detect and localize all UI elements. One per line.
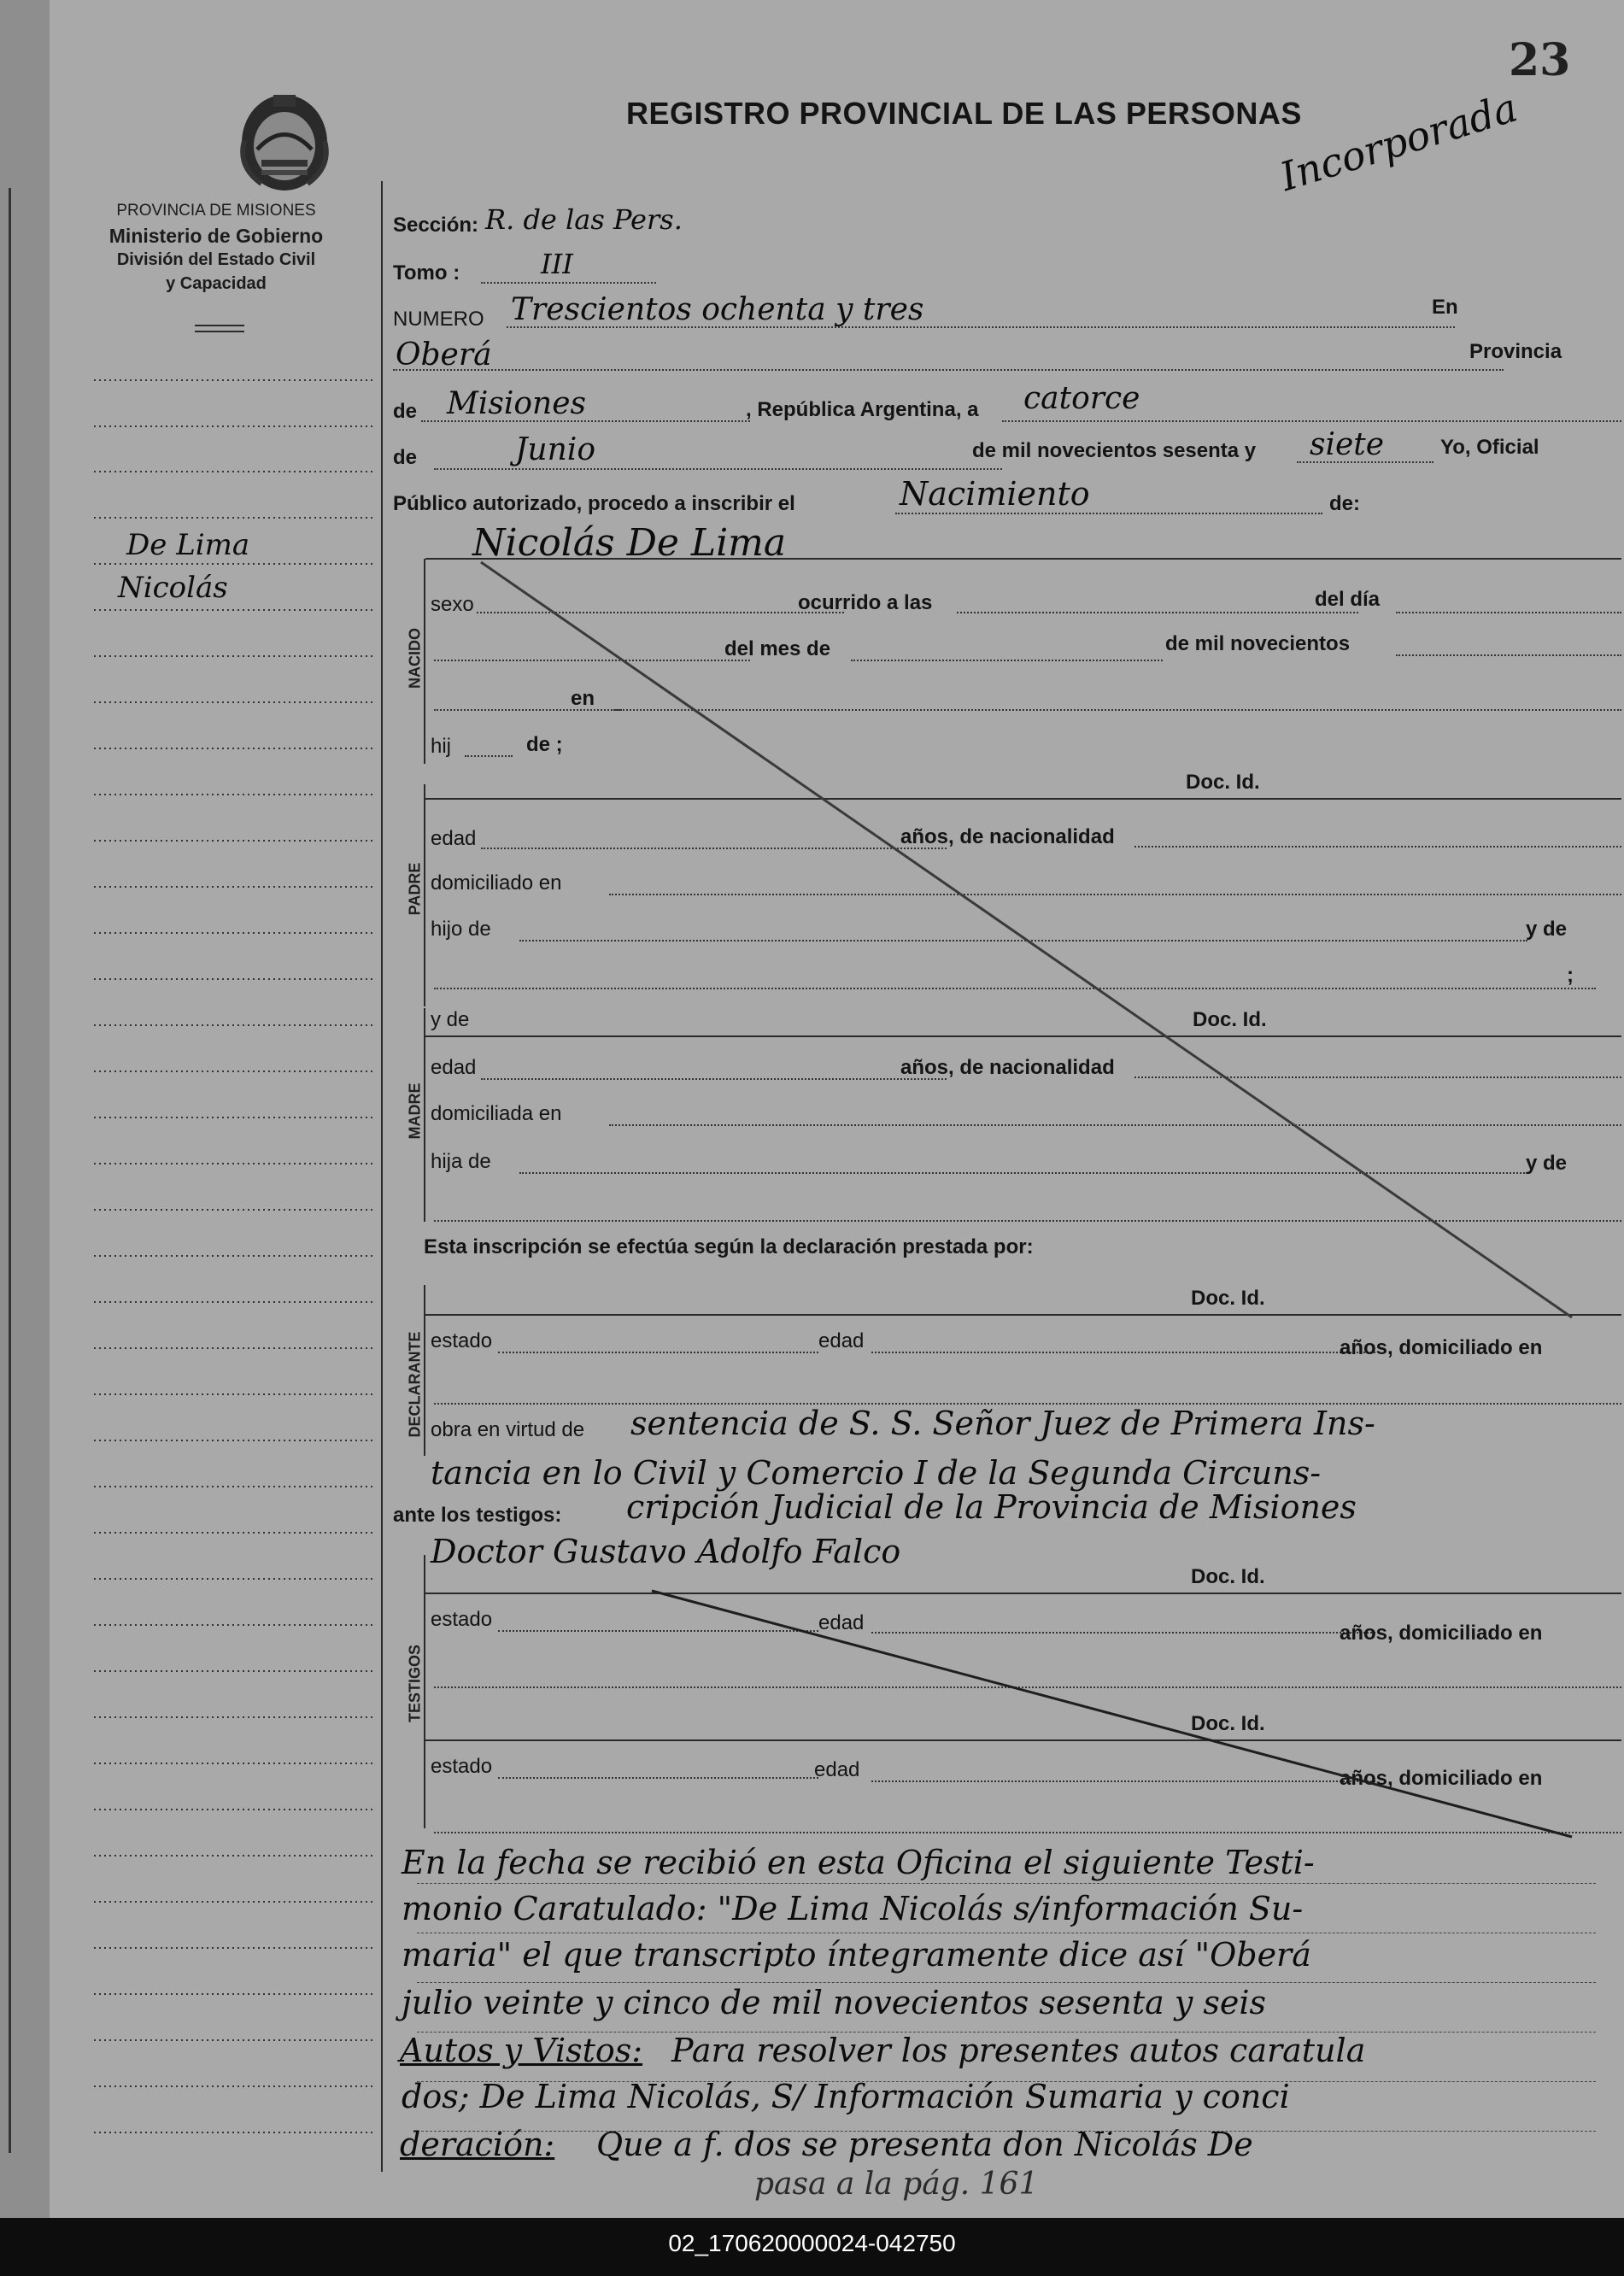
testigo2-estado-label: estado bbox=[431, 1755, 493, 1778]
madre-section-label: MADRE bbox=[406, 1082, 424, 1140]
madre-y-de-label: y de bbox=[1526, 1152, 1568, 1175]
sentencia-line-1: sentencia de S. S. Señor Juez de Primera Ins- bbox=[630, 1405, 1375, 1442]
declarante-estado-label: estado bbox=[431, 1329, 493, 1352]
org-capacity: y Capacidad bbox=[166, 274, 267, 293]
en-nac-label: en bbox=[571, 687, 595, 710]
note-line-6: dos; De Lima Nicolás, S/ Información Sumaria y conci bbox=[402, 2078, 1290, 2115]
page-title: REGISTRO PROVINCIAL DE LAS PERSONAS bbox=[626, 96, 1302, 131]
de-semicolon: de ; bbox=[526, 733, 563, 756]
note-line-2: monio Caratulado: "De Lima Nicolás s/información Su- bbox=[402, 1890, 1304, 1927]
anio-text: de mil novecientos sesenta y bbox=[972, 439, 1257, 462]
padre-y-de-label: y de bbox=[1526, 918, 1568, 941]
madre-hija-de-label: hija de bbox=[431, 1150, 491, 1173]
notes-line-3 bbox=[417, 1982, 1596, 1983]
padre-edad-label: edad bbox=[431, 827, 477, 850]
en-label: En bbox=[1432, 296, 1458, 319]
sentencia-line-2: tancia en lo Civil y Comercio I de la Segunda Circuns- bbox=[431, 1454, 1322, 1492]
cancellation-lines bbox=[50, 0, 1624, 2218]
lugar-value: Oberá bbox=[396, 337, 492, 372]
numero-value: Trescientos ochenta y tres bbox=[511, 292, 924, 327]
obra-label: obra en virtud de bbox=[431, 1418, 585, 1441]
dia-value: catorce bbox=[1023, 381, 1140, 416]
binding-line bbox=[9, 188, 11, 2153]
declaracion-text: Esta inscripción se efectúa según la declaración prestada por: bbox=[424, 1235, 1034, 1258]
provincia-label: Provincia bbox=[1469, 340, 1562, 363]
tomo-label: Tomo : bbox=[393, 261, 460, 284]
sentencia-line-3: cripción Judicial de la Provincia de Misiones bbox=[626, 1488, 1357, 1526]
declarante-doc-id: Doc. Id. bbox=[1191, 1287, 1265, 1310]
de-label-1: de bbox=[393, 400, 418, 423]
del-dia-label: del día bbox=[1315, 588, 1381, 611]
seccion-label: Sección: bbox=[393, 214, 479, 237]
testigo1-doc-id: Doc. Id. bbox=[1191, 1565, 1265, 1588]
ante-testigos-label: ante los testigos: bbox=[393, 1504, 562, 1527]
note-line-4: julio veinte y cinco de mil novecientos sesenta y seis bbox=[402, 1984, 1267, 2021]
org-ministry: Ministerio de Gobierno bbox=[108, 225, 324, 247]
binding-edge bbox=[0, 0, 50, 2218]
note-line-1: En la fecha se recibió en esta Oficina el siguiente Testi- bbox=[402, 1844, 1315, 1881]
testigos-section-label: TESTIGOS bbox=[406, 1645, 424, 1723]
testigo1-edad-label: edad bbox=[818, 1611, 865, 1634]
mes-value: Junio bbox=[515, 432, 595, 467]
margin-surname: De Lima bbox=[126, 528, 250, 562]
nacido-section-label: NACIDO bbox=[406, 628, 424, 689]
padre-hijo-de-label: hijo de bbox=[431, 918, 491, 941]
note-line-3: maria" el que transcripto íntegramente dice así "Oberá bbox=[402, 1936, 1311, 1974]
notes-line-1 bbox=[417, 1883, 1596, 1884]
de-mil-label: de mil novecientos bbox=[1165, 632, 1351, 655]
padre-nacionalidad-label: años, de nacionalidad bbox=[900, 825, 1115, 848]
anio-value: siete bbox=[1310, 427, 1385, 462]
testigo2-domicilio-label: años, domiciliado en bbox=[1340, 1767, 1543, 1790]
padre-doc-id: Doc. Id. bbox=[1186, 771, 1260, 794]
register-page bbox=[50, 0, 1624, 2218]
acto-value: Nacimiento bbox=[900, 475, 1090, 513]
de-colon: de: bbox=[1329, 492, 1360, 515]
madre-doc-id: Doc. Id. bbox=[1193, 1008, 1267, 1031]
padre-semicolon: ; bbox=[1567, 964, 1574, 987]
del-mes-label: del mes de bbox=[724, 637, 831, 660]
ocurrido-label: ocurrido a las bbox=[798, 591, 933, 614]
declarante-domicilio-label: años, domiciliado en bbox=[1340, 1336, 1543, 1359]
note-line-7: Que a f. dos se presenta don Nicolás De bbox=[596, 2126, 1253, 2163]
seccion-value: R. de las Pers. bbox=[485, 203, 683, 236]
testigo1-domicilio-label: años, domiciliado en bbox=[1340, 1622, 1543, 1645]
scan-filename: 02_170620000024-042750 bbox=[668, 2230, 956, 2256]
tomo-value: III bbox=[541, 248, 573, 280]
padre-section-label: PADRE bbox=[406, 862, 424, 916]
numero-label: NUMERO bbox=[393, 308, 484, 331]
note-consideracion: deración: bbox=[400, 2126, 555, 2163]
declarante-section-label: DECLARANTE bbox=[406, 1331, 424, 1438]
declarante-edad-label: edad bbox=[818, 1329, 865, 1352]
madre-y-de-label: y de bbox=[431, 1008, 470, 1031]
sentencia-line-4: Doctor Gustavo Adolfo Falco bbox=[431, 1533, 901, 1570]
sexo-label: sexo bbox=[431, 593, 474, 616]
madre-nacionalidad-label: años, de nacionalidad bbox=[900, 1056, 1115, 1079]
nombre-value: Nicolás De Lima bbox=[472, 521, 787, 565]
padre-domiciliado-label: domiciliado en bbox=[431, 871, 562, 895]
note-line-5: Para resolver los presentes autos caratula bbox=[671, 2032, 1366, 2069]
publico-text: Público autorizado, procedo a inscribir el bbox=[393, 492, 795, 515]
note-continuation: pasa a la pág. 161 bbox=[754, 2167, 1039, 2202]
provincia-value: Misiones bbox=[447, 386, 587, 421]
testigo1-estado-label: estado bbox=[431, 1608, 493, 1631]
org-division: División del Estado Civil bbox=[116, 250, 316, 269]
republica-text: , República Argentina, a bbox=[746, 398, 979, 421]
madre-domiciliada-label: domiciliada en bbox=[431, 1102, 562, 1125]
incorporated-stamp: Incorporada bbox=[1275, 84, 1523, 200]
testigo2-edad-label: edad bbox=[814, 1758, 860, 1781]
org-province: PROVINCIA DE MISIONES bbox=[116, 202, 316, 220]
note-autos-vistos: Autos y Vistos: bbox=[400, 2032, 643, 2069]
madre-edad-label: edad bbox=[431, 1056, 477, 1079]
de-label-2: de bbox=[393, 446, 418, 469]
hij-label: hij bbox=[431, 735, 452, 758]
yo-oficial: Yo, Oficial bbox=[1440, 436, 1539, 459]
page-number: 23 bbox=[1509, 34, 1571, 86]
testigo2-doc-id: Doc. Id. bbox=[1191, 1712, 1265, 1735]
margin-given-name: Nicolás bbox=[118, 571, 228, 605]
